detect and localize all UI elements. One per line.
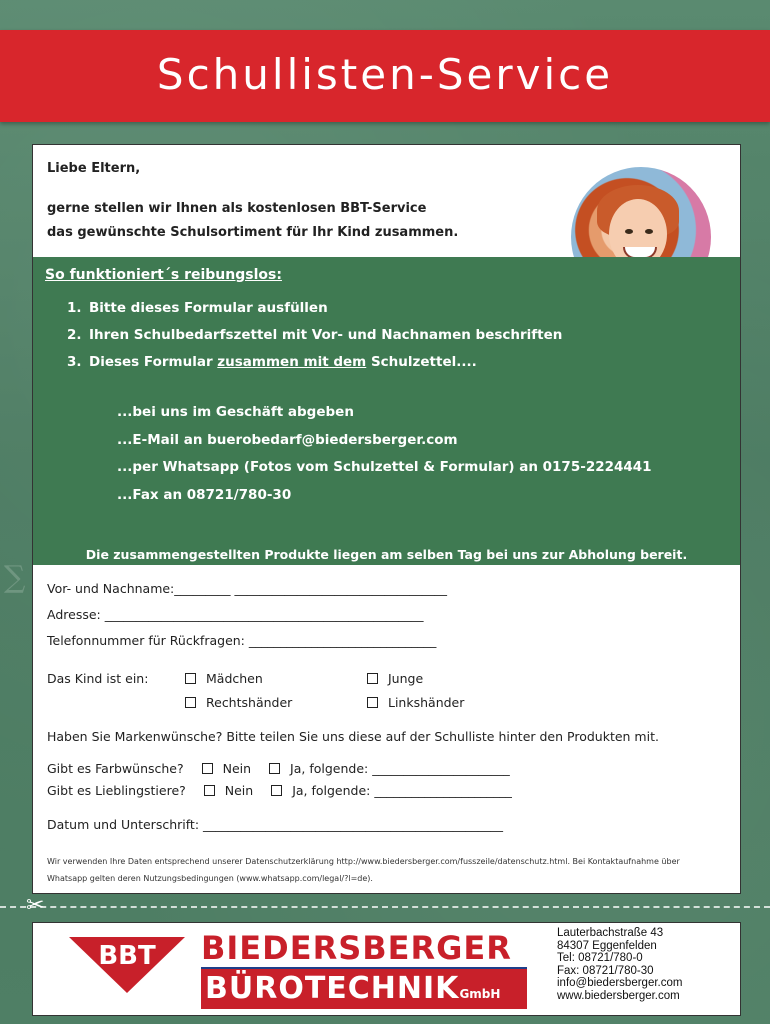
logo-mark: BBT [98, 941, 156, 971]
phone-field[interactable]: Telefonnummer für Rückfragen: ______________________________ [47, 633, 437, 648]
form-card [32, 144, 741, 894]
intro-text [47, 197, 527, 245]
checkbox-icon[interactable] [204, 785, 215, 796]
option-fax: ...Fax an 08721/780-30 [117, 486, 292, 503]
brand-wishes-text: Haben Sie Markenwünsche? Bitte teilen Sie uns diese auf der Schulliste hinter den Produkten mit. [47, 729, 659, 744]
howto-box [33, 257, 740, 565]
checkbox-linkshaender[interactable]: Linkshänder [367, 695, 464, 710]
name-field[interactable]: Vor- und Nachname:_________ __________________________________ [47, 581, 447, 596]
option-shop: ...bei uns im Geschäft abgeben [117, 404, 354, 420]
checkbox-icon[interactable] [185, 673, 196, 684]
checkbox-icon[interactable] [269, 763, 280, 774]
greeting: Liebe Eltern, [47, 161, 141, 176]
option-whatsapp: ...per Whatsapp (Fotos vom Schulzettel & Formular) an 0175-2224441 [117, 459, 652, 475]
checkbox-animal-no[interactable]: Nein [204, 783, 253, 798]
chalk-scribble: ∑ [4, 560, 26, 595]
option-email[interactable]: ...E-Mail an buerobedarf@biedersberger.com [117, 431, 458, 448]
address-field[interactable]: Adresse: ___________________________________________________ [47, 607, 424, 622]
howto-title: So funktioniert´s reibungslos: [45, 267, 282, 283]
checkbox-rechtshaender[interactable]: Rechtshänder [185, 695, 292, 710]
checkbox-icon[interactable] [367, 673, 378, 684]
child-label: Das Kind ist ein: [47, 671, 149, 686]
scissors-icon: ✂ [26, 893, 45, 918]
intro-line: gerne stellen wir Ihnen als kostenlosen BBT-Service [47, 201, 427, 216]
company-address: Lauterbachstraße 43 84307 Eggenfelden Tel: 08721/780-0 Fax: 08721/780-30 info@biedersberger.com www.biedersberger.com [557, 927, 683, 1002]
step-item: 1. Bitte dieses Formular ausfüllen [67, 300, 328, 316]
company-name: BIEDERSBERGER [201, 929, 512, 967]
checkbox-icon[interactable] [271, 785, 282, 796]
checkbox-maedchen[interactable]: Mädchen [185, 671, 263, 686]
checkbox-icon[interactable] [202, 763, 213, 774]
step-item: 3. Dieses Formular zusammen mit dem Schulzettel.... [67, 354, 477, 370]
pickup-note: Die zusammengestellten Produkte liegen am selben Tag bei uns zur Abholung bereit. [85, 547, 688, 562]
intro-line: das gewünschte Schulsortiment für Ihr Kind zusammen. [47, 225, 459, 240]
checkbox-color-no[interactable]: Nein [202, 761, 251, 776]
color-question: Gibt es Farbwünsche? Nein Ja, folgende: ______________________ [47, 761, 510, 776]
step-item: 2. Ihren Schulbedarfszettel mit Vor- und Nachnamen beschriften [67, 327, 563, 343]
footer-card [32, 922, 741, 1016]
company-subname: BÜROTECHNIKGmbH [201, 969, 527, 1009]
checkbox-animal-yes[interactable]: Ja, folgende: ______________________ [271, 783, 512, 798]
cut-line [0, 906, 770, 908]
animal-question: Gibt es Lieblingstiere? Nein Ja, folgende: ______________________ [47, 783, 512, 798]
page-title: Schullisten-Service [156, 50, 614, 99]
signature-field[interactable]: Datum und Unterschrift: ________________________________________________ [47, 817, 503, 832]
checkbox-icon[interactable] [367, 697, 378, 708]
submission-options [117, 399, 652, 509]
checkbox-icon[interactable] [185, 697, 196, 708]
privacy-note: Wir verwenden Ihre Daten entsprechend unserer Datenschutzerklärung http://www.biedersberger.com/fusszeile/datenschutz.html. Bei Kontaktaufnahme über Whatsapp gelten deren Nutzungsbedingungen (www.whatsapp.com/legal/?l=de). [47, 857, 680, 883]
steps-list [67, 295, 562, 376]
checkbox-color-yes[interactable]: Ja, folgende: ______________________ [269, 761, 510, 776]
checkbox-junge[interactable]: Junge [367, 671, 423, 686]
